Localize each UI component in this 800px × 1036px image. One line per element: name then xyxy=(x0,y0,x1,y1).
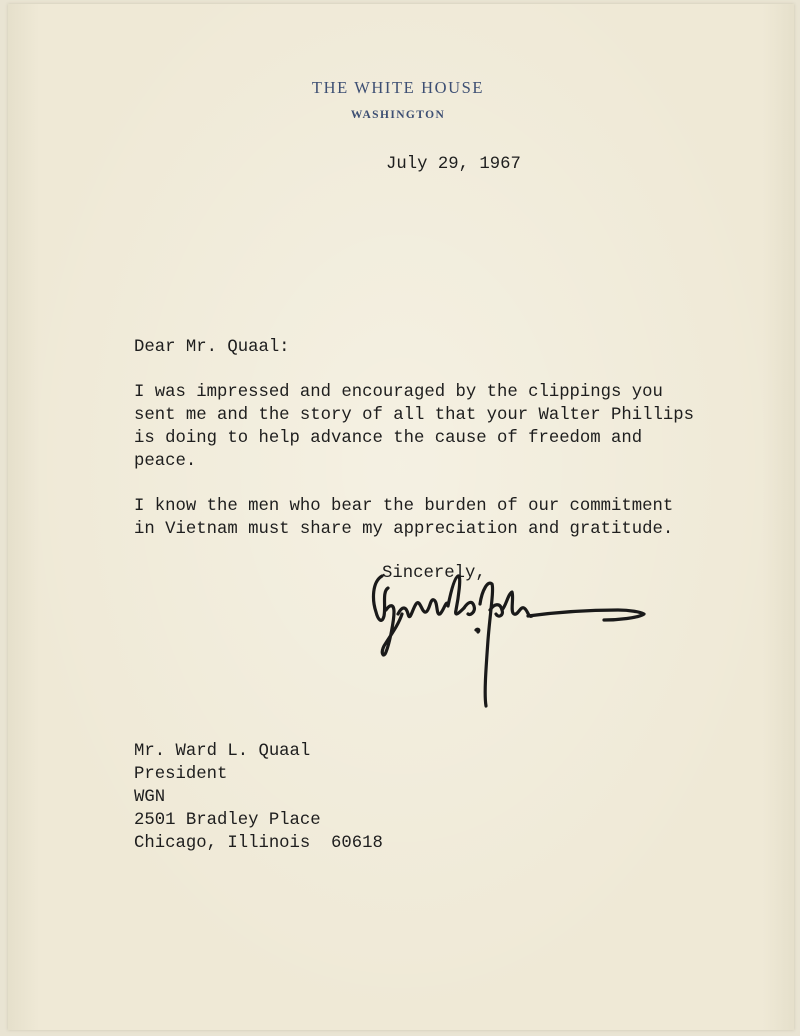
letterhead-title: THE WHITE HOUSE xyxy=(311,78,485,97)
salutation: Dear Mr. Quaal: xyxy=(134,338,290,357)
recipient-city: Chicago, Illinois 60618 xyxy=(134,834,383,853)
recipient-organization: WGN xyxy=(134,788,166,807)
paragraph-1-line: peace. xyxy=(134,452,197,471)
paragraph-1-line: I was impressed and encouraged by the clippings you xyxy=(134,383,663,402)
paragraph-2-line: in Vietnam must share my appreciation and gratitude. xyxy=(134,520,674,539)
recipient-name: Mr. Ward L. Quaal xyxy=(134,742,311,761)
letter-date: July 29, 1967 xyxy=(386,155,521,174)
recipient-title: President xyxy=(134,765,228,784)
paragraph-1-line: sent me and the story of all that your Walter Phillips xyxy=(134,406,695,425)
closing: Sincerely, xyxy=(382,564,486,583)
paragraph-1-line: is doing to help advance the cause of freedom and xyxy=(134,429,643,448)
signature-icon xyxy=(368,570,658,720)
recipient-street: 2501 Bradley Place xyxy=(134,811,321,830)
letterhead-subtitle: WASHINGTON xyxy=(350,109,446,121)
paragraph-2-line: I know the men who bear the burden of our commitment xyxy=(134,497,674,516)
